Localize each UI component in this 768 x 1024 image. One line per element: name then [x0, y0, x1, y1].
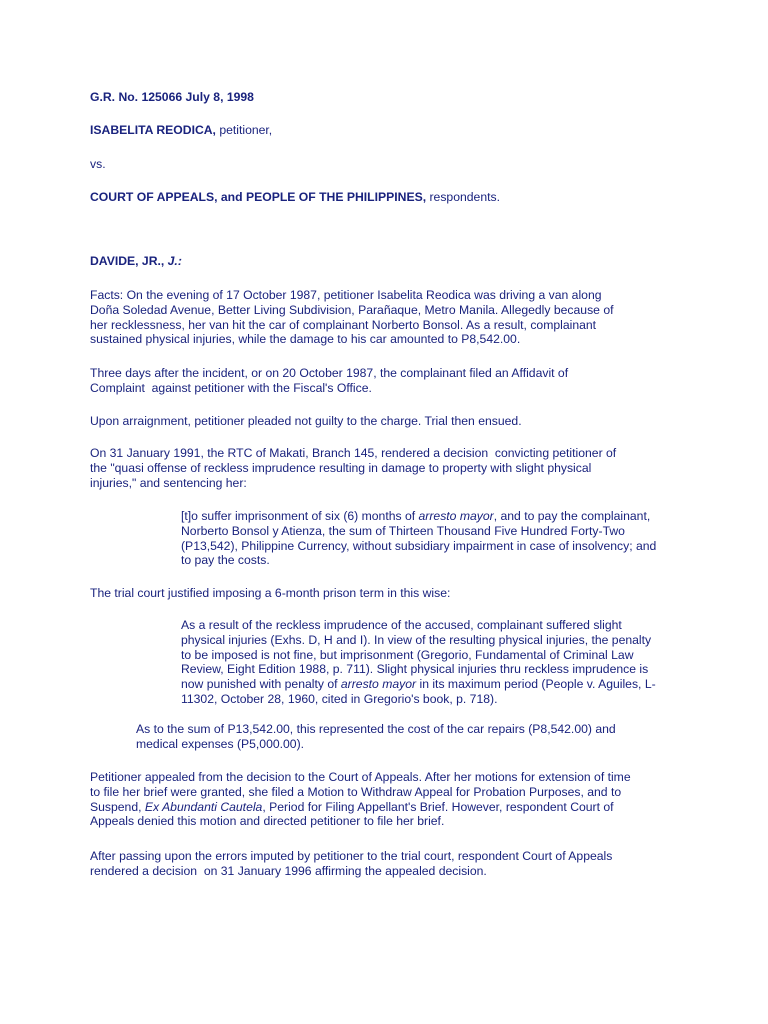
- text-line: Three days after the incident, or on 20 October 1987, the complainant filed an Affidavit of: [90, 366, 569, 380]
- petitioner-name: ISABELITA REODICA,: [90, 123, 216, 137]
- text-line: As to the sum of P13,542.00, this represented the cost of the car repairs (P8,542.00) and: [136, 722, 616, 736]
- text-line: Upon arraignment, petitioner pleaded not guilty to the charge. Trial then ensued.: [90, 414, 522, 428]
- text-line: physical injuries (Exhs. D, H and I). In view of the resulting physical injuries, the penalty: [181, 632, 652, 647]
- paragraph-ca-decision: [90, 849, 690, 879]
- text-line: [90, 800, 690, 815]
- quote-text: , and to pay the complainant,: [493, 509, 651, 523]
- latin-term: Ex Abundanti Cautela: [144, 799, 263, 814]
- text-line: Doña Soledad Avenue, Better Living Subdivision, Parañaque, Metro Manila. Allegedly because of: [90, 302, 614, 317]
- blockquote-reasoning: [181, 618, 681, 707]
- text-line: Facts: On the evening of 17 October 1987, petitioner Isabelita Reodica was driving a van along: [90, 288, 602, 302]
- paragraph-complaint: [90, 366, 690, 396]
- text-line: rendered a decision on 31 January 1996 affirming the appealed decision.: [90, 863, 487, 878]
- quote-text: now punished with penalty of: [181, 677, 341, 692]
- text-line: (P13,542), Philippine Currency, without subsidiary impairment in case of insolvency; and: [181, 538, 657, 553]
- respondent-role: respondents.: [426, 190, 500, 204]
- petitioner-role: petitioner,: [215, 123, 273, 137]
- case-number: G.R. No. 125066 July 8, 1998: [90, 90, 254, 104]
- paragraph-sum: [136, 722, 686, 752]
- text-line: Petitioner appealed from the decision to the Court of Appeals. After her motions for extension of time: [90, 770, 631, 784]
- body-text: , Period for Filing Appellant's Brief. However, respondent Court of: [262, 799, 614, 814]
- blockquote-sentence: [181, 509, 681, 568]
- quote-text: [t]o suffer imprisonment of six (6) months of: [181, 509, 419, 523]
- text-line: to file her brief were granted, she filed a Motion to Withdraw Appeal for Probation Purposes, and to: [90, 784, 622, 799]
- ponente-title: J.:: [167, 254, 182, 268]
- text-line: Complaint against petitioner with the Fiscal's Office.: [90, 380, 372, 395]
- respondent-line: [90, 190, 690, 205]
- text-line: injuries," and sentencing her:: [90, 475, 247, 490]
- text-line: Appeals denied this motion and directed petitioner to file her brief.: [90, 814, 445, 829]
- versus-text: vs.: [90, 157, 106, 171]
- text-line: the "quasi offense of reckless imprudence resulting in damage to property with slight physical: [90, 460, 592, 475]
- text-line: to pay the costs.: [181, 553, 270, 568]
- paragraph-justification: [90, 586, 690, 601]
- paragraph-rtc-decision: [90, 446, 690, 490]
- text-line: The trial court justified imposing a 6-month prison term in this wise:: [90, 586, 451, 600]
- paragraph-arraignment: [90, 414, 690, 429]
- text-line: her recklessness, her van hit the car of complainant Norberto Bonsol. As a result, complainant: [90, 317, 597, 332]
- text-line: After passing upon the errors imputed by petitioner to the trial court, respondent Court of Appeals: [90, 849, 613, 863]
- text-line: As a result of the reckless imprudence of the accused, complainant suffered slight: [181, 618, 622, 632]
- body-text: Suspend,: [90, 799, 145, 814]
- text-line: On 31 January 1991, the RTC of Makati, Branch 145, rendered a decision convicting petitioner of: [90, 446, 617, 460]
- text-line: Norberto Bonsol y Atienza, the sum of Thirteen Thousand Five Hundred Forty-Two: [181, 523, 625, 538]
- text-line: 11302, October 28, 1960, cited in Gregorio's book, p. 718).: [181, 691, 498, 706]
- paragraph-facts: [90, 288, 690, 347]
- text-line: [181, 677, 681, 692]
- text-line: medical expenses (P5,000.00).: [136, 736, 305, 751]
- quote-text: in its maximum period (People v. Aguiles, L-: [416, 677, 656, 692]
- text-line: Review, Eight Edition 1988, p. 711). Slight physical injuries thru reckless imprudence is: [181, 662, 649, 677]
- latin-term: arresto mayor: [340, 677, 417, 692]
- latin-term: arresto mayor: [418, 509, 494, 523]
- text-line: sustained physical injuries, while the damage to his car amounted to P8,542.00.: [90, 332, 521, 347]
- ponente-name: DAVIDE, JR.,: [90, 254, 168, 268]
- text-line: to be imposed is not fine, but imprisonment (Gregorio, Fundamental of Criminal Law: [181, 647, 634, 662]
- petitioner-line: [90, 123, 690, 138]
- respondent-names: COURT OF APPEALS, and PEOPLE OF THE PHILIPPINES,: [90, 190, 427, 204]
- paragraph-appeal: [90, 770, 690, 829]
- text-line: [181, 509, 681, 524]
- ponente-line: [90, 254, 690, 269]
